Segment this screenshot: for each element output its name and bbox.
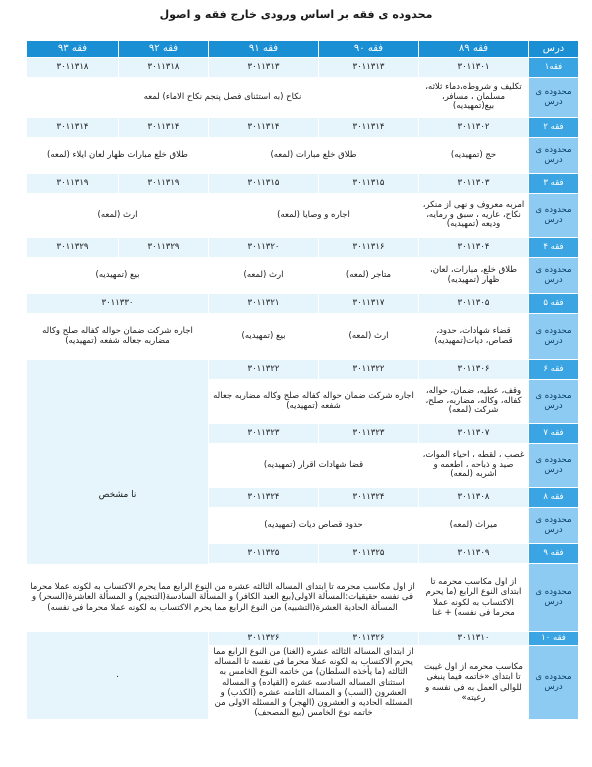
code-cell: ۳۰۱۱۳۱۹ [27, 174, 119, 194]
code-cell: ۳۰۱۱۳۲۲ [209, 360, 319, 380]
code-cell: ۳۰۱۱۳۲۹ [27, 238, 119, 258]
row-label: فقه ۱۰ [529, 632, 579, 646]
row-label: فقه ۴ [529, 238, 579, 258]
row-label: محدوده ی درس [529, 508, 579, 544]
code-cell: ۳۰۱۱۳۰۲ [419, 118, 529, 138]
table-row [27, 314, 579, 360]
row-label: فقه ۹ [529, 544, 579, 564]
range-cell: اجاره و وصایا (لمعه) [209, 194, 419, 238]
header-row [27, 41, 579, 58]
range-cell: وقف، عطیه، ضمان، حواله، کفاله، وکاله، مضاربه، صلح، شرکت (لمعه) [419, 380, 529, 424]
range-cell: طلاق خلع مبارات (لمعه) [209, 138, 419, 174]
range-cell: از ابتدای المساله الثالثه عشره (الغنا) من النوع الرابع مما یحرم الاکتساب به لکونه عملا محرما فی نفسه تا المساله الثالثه (ما یأخذه السلطان) من خاتمه النوع الخامس به استثنای المساله السادسه عشره (القیاده) و المساله العشرون (السب) و المساله الثامنه عشره (الکذب) و المسئله الحادیه و العشرون (الهجر) و المسئله الاولی من خاتمه نوع الخامس (بیع المصحف) [209, 646, 419, 720]
table-row [27, 138, 579, 174]
code-cell: ۳۰۱۱۳۲۳ [319, 424, 419, 444]
code-cell: ۳۰۱۱۳۱۳ [209, 58, 319, 78]
row-label: فقه ۳ [529, 174, 579, 194]
row-label: فقه ۲ [529, 118, 579, 138]
range-cell: اجاره شرکت ضمان حواله کفاله صلح وکاله مضاربه جعاله شفعه (تمهیدیه) [27, 314, 209, 360]
range-cell: از اول مکاسب محرمه تا ابتدای النوع الرابع (ما یحرم الاکتساب به لکونه عملا محرما فی نفسه) + غنا [419, 564, 529, 632]
code-cell: ۳۰۱۱۳۱۰ [419, 632, 529, 646]
range-cell: طلاق خلع، مبارات، لعان، ظهار (تمهیدیه) [419, 258, 529, 294]
code-cell: ۳۰۱۱۳۱۴ [319, 118, 419, 138]
code-cell: ۳۰۱۱۳۲۶ [319, 632, 419, 646]
table-row [27, 564, 579, 632]
course-range-table [26, 40, 579, 720]
range-cell: تکلیف و شروط‌ه،دماء ثلاثه، مسلمان ، مسافر، بیع(تمهیدیه) [419, 78, 529, 118]
code-cell: ۳۰۱۱۳۱۸ [27, 58, 119, 78]
code-cell: ۳۰۱۱۳۱۹ [119, 174, 209, 194]
code-cell: ۳۰۱۱۳۲۱ [209, 294, 319, 314]
page-title: محدوده ی فقه بر اساس ورودی خارج فقه و اصول [159, 8, 433, 21]
code-cell: ۳۰۱۱۳۰۷ [419, 424, 529, 444]
range-cell: حدود قصاص دیات (تمهیدیه) [209, 508, 419, 544]
code-cell: ۳۰۱۱۳۱۷ [319, 294, 419, 314]
row-label: فقه ۶ [529, 360, 579, 380]
header-f90: فقه ۹۰ [319, 41, 419, 58]
table-row [27, 58, 579, 78]
code-cell: ۳۰۱۱۳۰۸ [419, 488, 529, 508]
code-cell: ۳۰۱۱۳۰۹ [419, 544, 529, 564]
range-cell: بیع (تمهیدیه) [27, 258, 209, 294]
code-cell: ۳۰۱۱۳۱۸ [119, 58, 209, 78]
header-f91: فقه ۹۱ [209, 41, 319, 58]
code-cell: ۳۰۱۱۳۱۴ [27, 118, 119, 138]
range-cell: نکاح (به استثنای فصل پنجم نکاح الاماء) لمعه [27, 78, 419, 118]
code-cell: ۳۰۱۱۳۰۴ [419, 238, 529, 258]
range-cell: ارث (لمعه) [319, 314, 419, 360]
row-label: محدوده ی درس [529, 646, 579, 720]
code-cell: ۳۰۱۱۳۲۰ [209, 238, 319, 258]
row-label: محدوده ی درس [529, 138, 579, 174]
code-cell: ۳۰۱۱۳۰۳ [419, 174, 529, 194]
range-cell: بیع (تمهیدیه) [209, 314, 319, 360]
placeholder-cell: . [27, 632, 209, 720]
row-label: محدوده ی درس [529, 564, 579, 632]
row-label: فقه۱ [529, 58, 579, 78]
range-cell: ارث (لمعه) [27, 194, 209, 238]
header-f92: فقه ۹۲ [119, 41, 209, 58]
table-row [27, 78, 579, 118]
row-label: فقه ۵ [529, 294, 579, 314]
range-cell: از اول مکاسب محرمه تا ابتدای المساله الثالثه عشره من النوع الرابع مما یحرم الاکتساب به لکونه عملا محرما فی نفسه حقیقیات:المسألة الاولی(بیع العبد الکافر) و المسألة السادسة(التنجیم) و المسألة العاشرة(السحر) و المسألة الحادیة العشرة(التشبیه) من النوع الرابع مما یحرم الاکتساب به لکونه عملا محرما فی نفسه) [27, 564, 419, 632]
code-cell: ۳۰۱۱۳۲۴ [319, 488, 419, 508]
header-f93: فقه ۹۳ [27, 41, 119, 58]
table-row [27, 258, 579, 294]
row-label: محدوده ی درس [529, 258, 579, 294]
code-cell: ۳۰۱۱۳۲۵ [209, 544, 319, 564]
table-row [27, 174, 579, 194]
range-cell: امربه معروف و نهی از منکر، نکاح، عاریه ، سبق و رمایه، ودیعه (تمهیدیه) [419, 194, 529, 238]
code-cell: ۳۰۱۱۳۲۲ [319, 360, 419, 380]
code-cell: ۳۰۱۱۳۲۳ [209, 424, 319, 444]
header-f89: فقه ۸۹ [419, 41, 529, 58]
row-label: فقه ۸ [529, 488, 579, 508]
range-cell: میراث (لمعه) [419, 508, 529, 544]
table-row [27, 360, 579, 380]
header-label: درس [529, 41, 579, 58]
table-row [27, 194, 579, 238]
code-cell: ۳۰۱۱۳۲۵ [319, 544, 419, 564]
table-row [27, 294, 579, 314]
code-cell: ۳۰۱۱۳۱۴ [209, 118, 319, 138]
row-label: محدوده ی درس [529, 78, 579, 118]
row-label: فقه ۷ [529, 424, 579, 444]
code-cell: ۳۰۱۱۳۱۳ [319, 58, 419, 78]
code-cell: ۳۰۱۱۳۰۱ [419, 58, 529, 78]
code-cell: ۳۰۱۱۳۲۹ [119, 238, 209, 258]
range-cell: غصب ، لقطه ، احیاء الموات، صید و ذباحه ، اطعمه و اشربه (لمعه) [419, 444, 529, 488]
range-cell: مکاسب محرمه از اول غیبت تا ابتدای «خاتمه فیما ینبغی للوالی العمل به فی نفسه و رعیته» [419, 646, 529, 720]
range-cell: متاجر (لمعه) [319, 258, 419, 294]
table-row [27, 632, 579, 646]
code-cell: ۳۰۱۱۳۰۶ [419, 360, 529, 380]
code-cell: ۳۰۱۱۳۱۴ [119, 118, 209, 138]
table-row [27, 118, 579, 138]
range-cell: طلاق خلع مبارات ظهار لعان ایلاء (لمعه) [27, 138, 209, 174]
code-cell: ۳۰۱۱۳۱۶ [319, 238, 419, 258]
code-cell: ۳۰۱۱۳۳۰ [27, 294, 209, 314]
row-label: محدوده ی درس [529, 194, 579, 238]
range-cell: قضا شهادات اقرار (تمهیدیه) [209, 444, 419, 488]
code-cell: ۳۰۱۱۳۱۵ [209, 174, 319, 194]
row-label: محدوده ی درس [529, 314, 579, 360]
code-cell: ۳۰۱۱۳۰۵ [419, 294, 529, 314]
code-cell: ۳۰۱۱۳۲۶ [209, 632, 319, 646]
range-cell: اجاره شرکت ضمان حواله کفاله صلح وکاله مضاربه جعاله شفعه (تمهیدیه) [209, 380, 419, 424]
code-cell: ۳۰۱۱۳۲۴ [209, 488, 319, 508]
code-cell: ۳۰۱۱۳۱۵ [319, 174, 419, 194]
range-cell: ارث (لمعه) [209, 258, 319, 294]
table-row [27, 238, 579, 258]
range-cell: حج (تمهیدیه) [419, 138, 529, 174]
row-label: محدوده ی درس [529, 444, 579, 488]
undetermined-cell: نا مشخص [27, 360, 209, 632]
range-cell: قضاء شهادات، حدود، قصاص، دیات(تمهیدیه) [419, 314, 529, 360]
row-label: محدوده ی درس [529, 380, 579, 424]
